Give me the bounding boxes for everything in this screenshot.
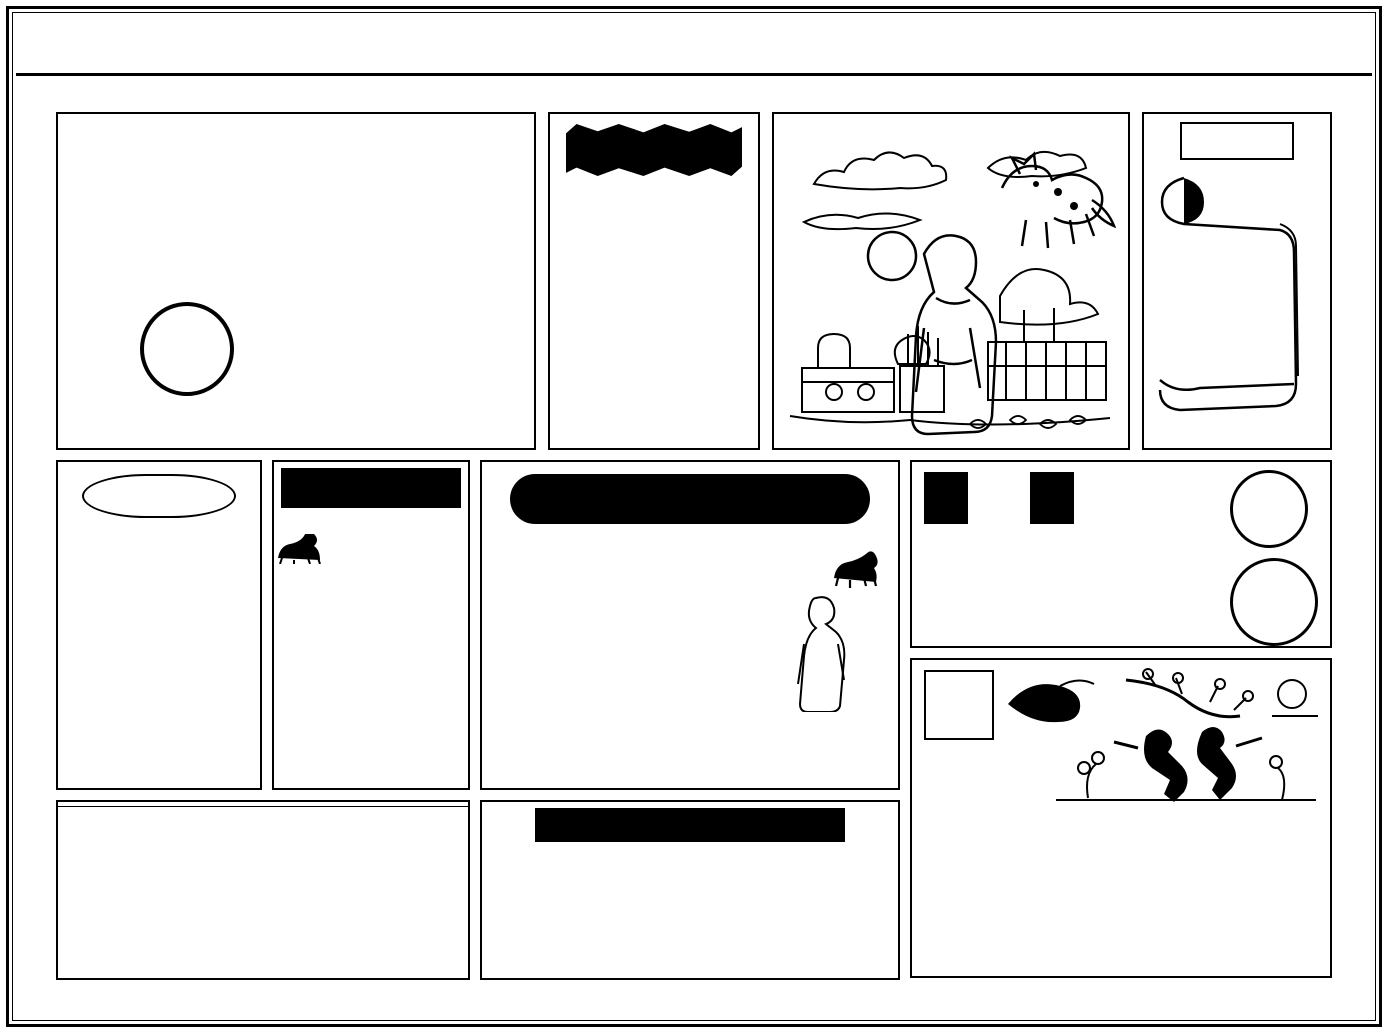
dog-icon <box>828 548 884 588</box>
masthead <box>16 16 1372 76</box>
current-period-tag-1 <box>924 472 968 524</box>
logo-line-2 <box>72 292 524 432</box>
draw-summary-box <box>910 460 1332 648</box>
dancers-tree-illustration <box>996 666 1326 806</box>
marksix-strip-left <box>18 108 48 948</box>
logo-line-1 <box>72 132 524 272</box>
eight-immortals-banner <box>535 808 845 842</box>
lingma-banner <box>510 474 870 524</box>
draw-ball-2 <box>1230 558 1318 646</box>
secret-numbers-banner <box>566 124 742 176</box>
seek-code-title <box>1180 122 1294 160</box>
picture-explanation-box <box>910 658 1332 978</box>
current-period-tag-2 <box>1030 472 1074 524</box>
secret-numbers-box <box>548 112 760 450</box>
eight-immortals-box <box>480 800 900 980</box>
picture-explanation-title <box>924 670 994 740</box>
poem-box <box>272 460 470 790</box>
deity-horse-illustration <box>774 114 1128 448</box>
recent-results-box <box>56 800 470 980</box>
logo-box <box>56 112 536 450</box>
marksix-strip-top <box>18 80 1370 108</box>
marksix-strip-right <box>1340 108 1370 948</box>
seal-icon <box>140 302 234 396</box>
tema-box <box>56 460 262 790</box>
lingma-box <box>480 460 900 790</box>
recent-results-title <box>58 802 468 807</box>
immortal-figure-illustration <box>788 592 858 712</box>
secret-numbers-grid <box>550 194 758 262</box>
illustration-box <box>772 112 1130 450</box>
poem-banner <box>281 468 461 508</box>
tema-number-grid <box>58 540 260 582</box>
tema-title <box>82 474 236 518</box>
seek-code-box <box>1142 112 1332 450</box>
draw-ball-1 <box>1230 470 1308 548</box>
horse-icon <box>274 534 468 564</box>
scroll-illustration <box>1144 164 1330 414</box>
